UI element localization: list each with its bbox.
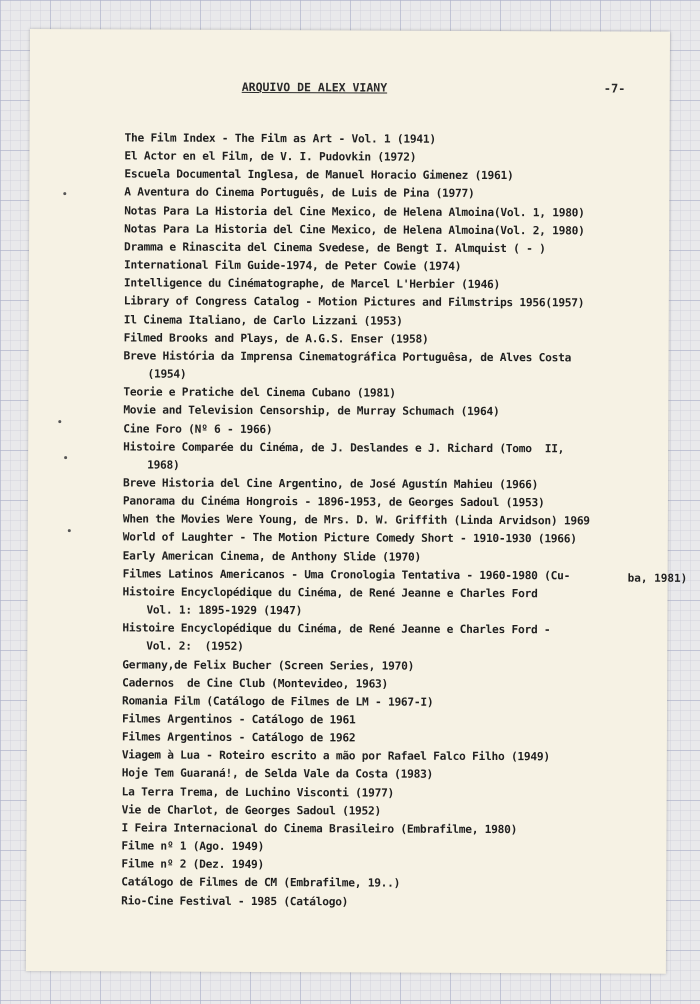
document-title: ARQUIVO DE ALEX VIANY: [241, 79, 388, 95]
list-item: [121, 838, 666, 859]
entry-text: Breve História da Imprensa Cinematográfica Portuguêsa, de Alves Costa: [123, 349, 572, 365]
list-item: [124, 238, 669, 259]
entry-text: International Film Guide-1974, de Peter Cowie (1974): [123, 258, 462, 273]
list-item: [123, 402, 668, 423]
list-item: [123, 493, 668, 514]
list-item: [124, 275, 669, 296]
page-number: -7-: [603, 81, 626, 96]
list-item: [122, 583, 667, 622]
list-item: [123, 511, 668, 532]
list-item: [124, 293, 669, 314]
list-item: [124, 129, 669, 150]
list-item: [123, 547, 668, 568]
list-item: [122, 620, 667, 659]
list-item: [122, 710, 667, 731]
entry-text: Intelligence du Cinématographe, de Marcel L'Herbier (1946): [123, 276, 501, 292]
bibliography-list: [121, 129, 669, 912]
entry-text: Germany,de Felix Bucher (Screen Series, 1970): [122, 657, 415, 673]
list-item: [122, 674, 667, 695]
list-item: [123, 420, 668, 441]
entry-text: Filmes Argentinos - Catálogo de 1962: [121, 730, 356, 745]
list-item: [124, 329, 669, 350]
entry-text: Dramma e Rinascita del Cinema Svedese, de Bengt I. Almquist ( - ): [124, 240, 546, 256]
list-item: [121, 892, 666, 913]
entry-continuation-text: Vol. 1: 1895-1929 (1947): [146, 603, 303, 618]
entry-text: Breve Historia del Cine Argentino, de José Agustín Mahieu (1966): [122, 476, 539, 492]
list-item: [122, 801, 667, 822]
entry-text: Early American Cinema, de Anthony Slide (1970): [122, 549, 422, 564]
entry-text: Filmes Argentinos - Catálogo de 1961: [121, 712, 356, 727]
list-item: [121, 819, 666, 840]
list-item: [124, 311, 669, 332]
entry-text: El Actor en el Film, de V. I. Pudovkin (1972): [124, 149, 417, 164]
entry-text: Teorie e Pratiche del Cinema Cubano (1981): [123, 385, 396, 400]
entry-text: Filme nº 1 (Ago. 1949): [121, 839, 265, 854]
list-item: [122, 729, 667, 750]
list-item: [124, 257, 669, 278]
entry-text: Hoje Tem Guaraná!, de Selda Vale da Costa (1983): [121, 766, 434, 782]
list-item: [124, 166, 669, 187]
entry-text: Cadernos de Cine Club (Montevideo, 1963): [122, 676, 389, 691]
list-item: [123, 438, 668, 477]
list-item: [123, 347, 668, 386]
entry-text: Filmed Brooks and Plays, de A.G.S. Enser (1958): [123, 331, 429, 346]
list-item: [123, 384, 668, 405]
list-item: [124, 202, 669, 223]
entry-text: A Aventura do Cinema Português, de Luis de Pina (1977): [124, 185, 475, 201]
entry-text: La Terra Trema, de Luchino Visconti (1977): [121, 785, 395, 800]
entry-text: Movie and Television Censorship, de Murray Schumach (1964): [123, 403, 500, 419]
entry-text: Cine Foro (Nº 6 - 1966): [123, 421, 273, 436]
margin-mark: [68, 529, 71, 532]
entry-text: Il Cinema Italiano, de Carlo Lizzani (1953): [123, 312, 403, 328]
entry-text: Rio-Cine Festival - 1985 (Catálogo): [121, 893, 349, 908]
entry-text: When the Movies Were Young, de Mrs. D. W. Griffith (Linda Arvidson) 1969: [122, 512, 590, 528]
list-item: [123, 474, 668, 495]
list-item: [124, 148, 669, 169]
list-item: [122, 765, 667, 786]
entry-text: Filme nº 2 (Dez. 1949): [121, 857, 265, 872]
margin-mark: [58, 420, 61, 423]
list-item: [124, 220, 669, 241]
entry-text: Library of Congress Catalog - Motion Pictures and Filmstrips 1956(1957): [123, 294, 585, 310]
entry-text: Notas Para La Historia del Cine Mexico, de Helena Almoina(Vol. 2, 1980): [124, 222, 585, 238]
entry-continuation-text: 1968): [147, 458, 180, 472]
entry-text: Panorama du Cinéma Hongrois - 1896-1953, de Georges Sadoul (1953): [122, 494, 545, 510]
entry-text: Histoire Encyclopédique du Cinéma, de René Jeanne e Charles Ford -: [122, 621, 551, 637]
list-item: [123, 529, 668, 550]
entry-text: Escuela Documental Inglesa, de Manuel Horacio Gimenez (1961): [124, 167, 514, 183]
list-item: [124, 184, 669, 205]
list-item: [121, 856, 666, 877]
entry-text: I Feira Internacional do Cinema Brasileiro (Embrafilme, 1980): [121, 821, 518, 837]
entry-text: Filmes Latinos Americanos - Uma Cronologia Tentativa - 1960-1980 (Cu-: [122, 567, 571, 583]
list-item: [122, 656, 667, 677]
margin-mark: [63, 192, 66, 195]
entry-text: Histoire Encyclopédique du Cinéma, de René Jeanne e Charles Ford: [122, 585, 538, 601]
entry-text: Notas Para La Historia del Cine Mexico, de Helena Almoina(Vol. 1, 1980): [124, 204, 585, 220]
list-item: [123, 565, 668, 586]
entry-text: Vie de Charlot, de Georges Sadoul (1952): [121, 803, 382, 818]
typed-document-page: [26, 29, 688, 974]
list-item: [122, 692, 667, 713]
list-item: [122, 783, 667, 804]
entry-text: Romania Film (Catálogo de Filmes de LM - 1967-I): [122, 694, 434, 709]
entry-continuation-text: Vol. 2: (1952): [146, 639, 244, 654]
entry-text: The Film Index - The Film as Art - Vol. 1 (1941): [124, 131, 436, 146]
margin-mark: [64, 456, 67, 459]
entry-text: World of Laughter - The Motion Picture Comedy Short - 1910-1930 (1966): [122, 530, 577, 546]
margin-continuation-text: ba, 1981): [627, 571, 688, 585]
entry-text: Histoire Comparée du Cinéma, de J. Deslandes e J. Richard (Tomo II,: [123, 440, 565, 455]
list-item: [121, 874, 666, 895]
entry-text: Catálogo de Filmes de CM (Embrafilme, 19..): [121, 875, 401, 891]
entry-text: Viagem à Lua - Roteiro escrito a mão por Rafael Falco Filho (1949): [121, 748, 550, 764]
list-item: [122, 747, 667, 768]
entry-continuation-text: (1954): [147, 367, 187, 381]
